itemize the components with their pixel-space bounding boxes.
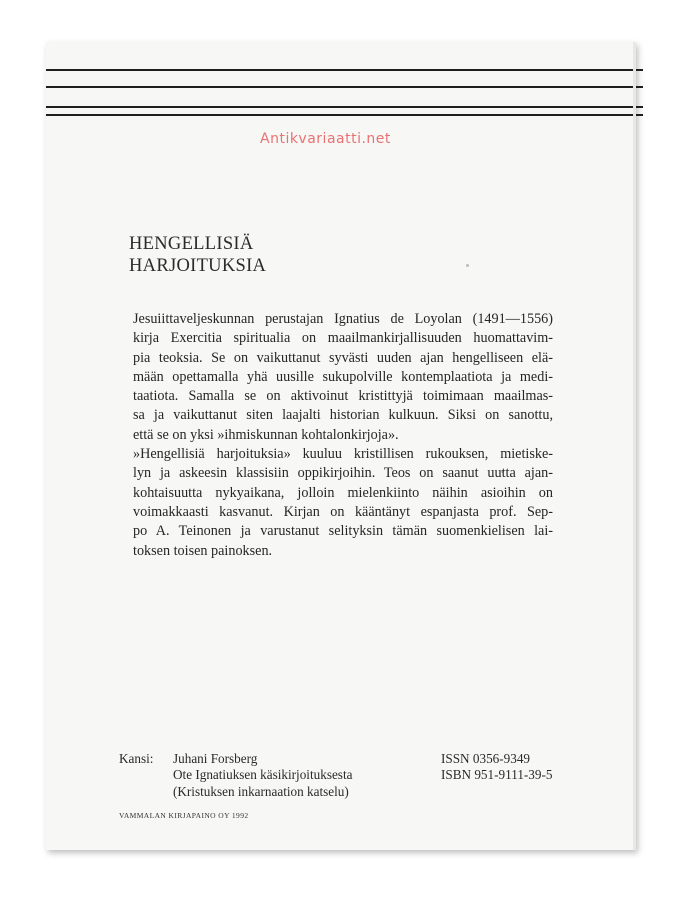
title-line: HENGELLISIÄ	[129, 234, 254, 254]
text-line: toksen toisen painoksen.	[133, 542, 273, 559]
credits-name: Juhani Forsberg	[173, 751, 258, 766]
text-line: mään opettamalla yhä uusille sukupolville kontemplaatiota ja medi-	[133, 368, 553, 385]
book-title	[129, 233, 266, 277]
text-line: kirja Exercitia spiritualia on maailmankirjallisuuden huomattavim-	[133, 330, 553, 347]
credits-source-line: Ote Ignatiuksen käsikirjoituksesta	[173, 767, 353, 783]
isbn-text: ISBN 951-9111-39-5	[441, 767, 553, 783]
text-line: voimakkaasti kasvanut. Kirjan on kääntänyt espanjasta prof. Sep-	[133, 503, 553, 520]
description-text	[133, 310, 553, 561]
text-line: po A. Teinonen ja varustanut selityksin tämän suomenkielisen lai-	[133, 523, 553, 540]
text-line: lyn ja askeesin klassisiin oppikirjoihin. Teos on saanut uutta ajan-	[133, 465, 553, 482]
speck	[466, 264, 469, 267]
decorative-rule	[46, 69, 643, 71]
credits-label: Kansi:	[119, 751, 154, 766]
text-line: taatiota. Samalla se on aktivoinut kristittyjä toimimaan maailmas-	[133, 388, 553, 405]
text-line: pia teoksia. Se on vaikuttanut syvästi uuden ajan hengelliseen elä-	[133, 349, 553, 366]
issn-text: ISSN 0356-9349	[441, 751, 531, 766]
text-line: Jesuiittaveljeskunnan perustajan Ignatius de Loyolan (1491—1556)	[133, 311, 553, 327]
decorative-rule	[46, 86, 643, 88]
text-line: sa ja vaikuttanut siten laajalti historian kulkuun. Siksi on sanottu,	[133, 407, 553, 424]
text-line: että se on yksi »ihmiskunnan kohtalonkirjoja».	[133, 426, 399, 443]
watermark-text: Antikvariaatti.net	[260, 131, 391, 147]
credits-source-line: (Kristuksen inkarnaation katselu)	[173, 783, 349, 799]
cover-credits	[119, 751, 352, 800]
text-line: »Hengellisiä harjoituksia» kuuluu kristillisen rukouksen, mietiske-	[133, 446, 553, 463]
book-back-cover	[46, 42, 636, 850]
identifiers	[441, 751, 552, 784]
printer-imprint: VAMMALAN KIRJAPAINO OY 1992	[119, 811, 249, 820]
decorative-rule	[46, 106, 643, 108]
text-line: kohtaisuutta nykyaikana, jolloin mielenkiinto näihin asioihin on	[133, 484, 553, 501]
decorative-rule	[46, 114, 643, 116]
title-line: HARJOITUKSIA	[129, 256, 267, 276]
